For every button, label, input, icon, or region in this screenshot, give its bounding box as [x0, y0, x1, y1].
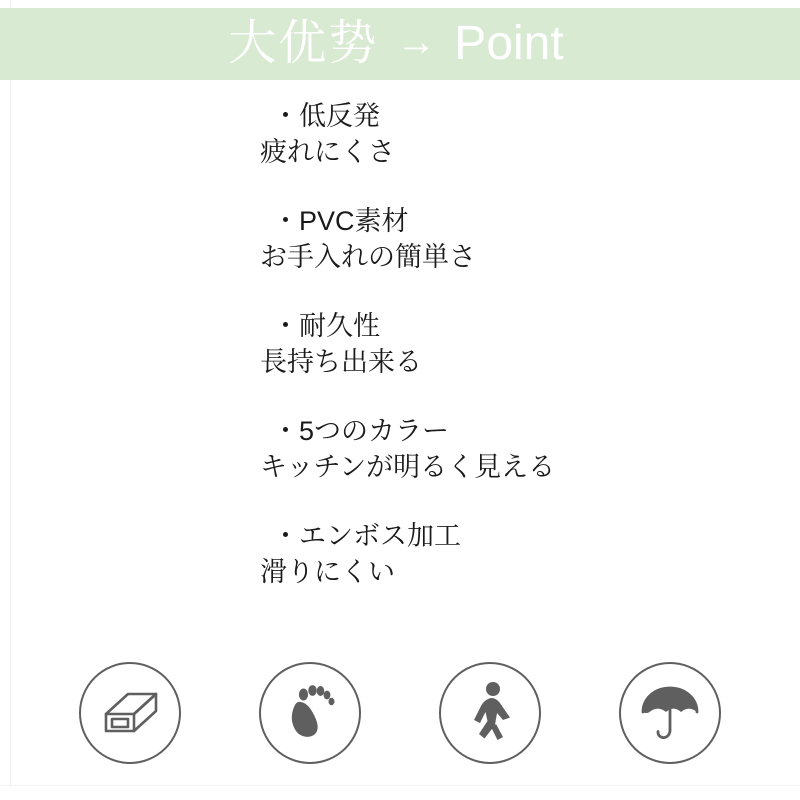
footer-strip [0, 785, 800, 800]
cushion-mat-icon [79, 662, 181, 764]
footprint-icon [259, 662, 361, 764]
point-description: 疲れにくさ [260, 137, 395, 168]
point-description: キッチンが明るく見える [260, 452, 556, 483]
point-item [260, 308, 772, 381]
point-title: ・耐久性 [272, 310, 380, 341]
point-item [260, 98, 772, 171]
walking-person-icon [439, 662, 541, 764]
point-description: お手入れの簡単さ [260, 242, 476, 273]
point-item [260, 413, 772, 486]
header-inner [228, 17, 564, 70]
point-description: 長持ち出来る [260, 347, 422, 378]
point-description: 滑りにくい [260, 556, 395, 587]
header-title-jp: 大优势 [228, 17, 379, 70]
umbrella-icon [619, 662, 721, 764]
arrow-right-icon: → [396, 20, 437, 64]
point-title: ・5つのカラー [272, 415, 450, 446]
point-item [260, 203, 772, 276]
point-item [260, 518, 772, 591]
header-band [0, 8, 800, 80]
point-title: ・PVC素材 [272, 205, 409, 236]
point-title: ・エンボス加工 [272, 520, 461, 551]
points-list [260, 98, 772, 590]
point-title: ・低反発 [272, 101, 380, 131]
feature-icon-row [0, 662, 800, 764]
header-title-en: Point [454, 17, 564, 70]
